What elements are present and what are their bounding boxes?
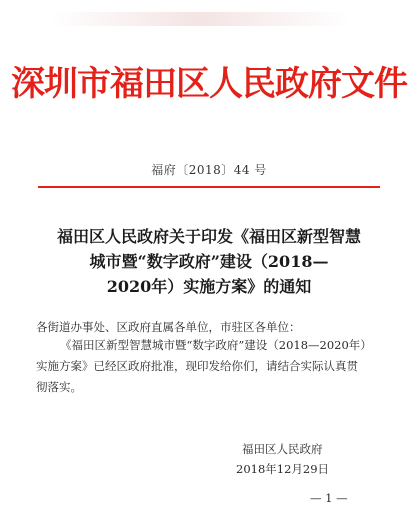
- body-line: 《福田区新型智慧城市暨“数字政府”建设（2018—2020年）: [60, 338, 372, 352]
- issuer-signature: 福田区人民政府: [242, 442, 323, 456]
- issuer-header-title: 深圳市福田区人民政府文件: [11, 64, 407, 104]
- body-line: 实施方案》已经区政府批准，现印发给你们，请结合实际认真贯: [36, 359, 358, 373]
- notice-title-line: 福田区人民政府关于印发《福田区新型智慧: [56, 227, 361, 246]
- salutation: 各街道办事处、区政府直属各单位，市驻区各单位：: [36, 320, 301, 334]
- issue-date: 2018年12月29日: [236, 462, 330, 476]
- document-number: 福府〔2018〕44 号: [151, 163, 267, 177]
- notice-body: [36, 335, 388, 398]
- notice-title-line: 城市暨“数字政府”建设（2018—: [89, 252, 329, 271]
- red-divider-line: [38, 186, 380, 188]
- top-watermark-strip: [50, 12, 350, 26]
- notice-title: [30, 224, 388, 299]
- notice-title-line: 2020年）实施方案》的通知: [106, 277, 312, 296]
- body-line: 彻落实。: [36, 380, 82, 394]
- page-number: — 1 —: [310, 491, 348, 505]
